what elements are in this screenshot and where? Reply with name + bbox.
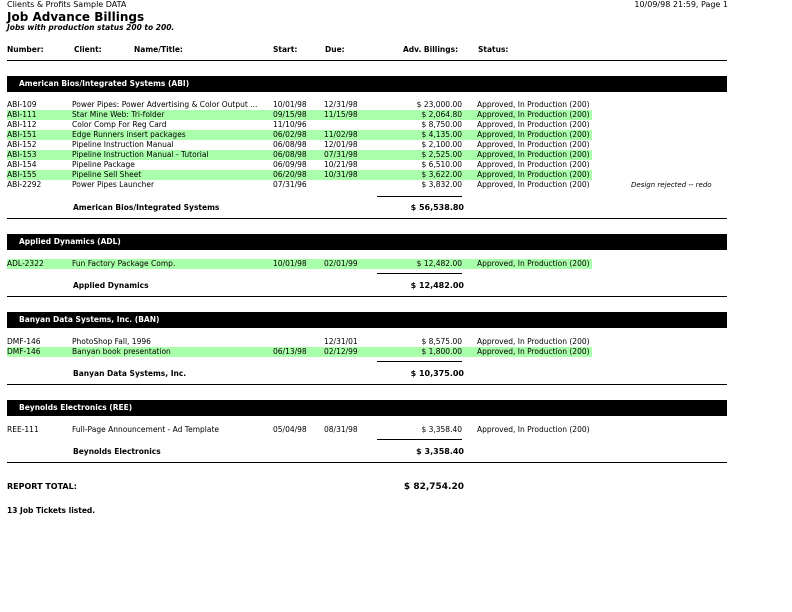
subtotal-amount: $ 12,482.00 (410, 281, 464, 290)
group-header-abi: American Bios/Integrated Systems (ABI) (7, 76, 727, 92)
group-divider (7, 218, 727, 219)
subtotal-rule (377, 361, 462, 362)
table-row[interactable]: REE-111 Full-Page Announcement - Ad Template 05/04/98 08/31/98 $ 3,358.40 Approved, In Production (200) (7, 425, 590, 434)
subtotal-label: Applied Dynamics (73, 281, 149, 290)
group-header-adl: Applied Dynamics (ADL) (7, 234, 727, 250)
subtotal-rule (377, 273, 462, 274)
col-start: Start: (273, 45, 298, 54)
col-adv-billings: Adv. Billings: (403, 45, 459, 54)
table-row[interactable]: DMF-146 PhotoShop Fall, 1996 12/31/01 $ 8,575.00 Approved, In Production (200) (7, 337, 590, 346)
table-row[interactable]: ABI-152 Pipeline Instruction Manual 06/08/98 12/01/98 $ 2,100.00 Approved, In Production (200) (7, 140, 590, 149)
header-divider (7, 60, 727, 61)
report-total-amount: $ 82,754.20 (403, 482, 464, 492)
report-subtitle: Jobs with production status 200 to 200. (7, 23, 175, 32)
table-row[interactable]: ABI-155 Pipeline Sell Sheet 06/20/98 10/31/98 $ 3,622.00 Approved, In Production (200) (7, 170, 592, 180)
job-count: 13 Job Tickets listed. (7, 506, 96, 515)
table-row[interactable]: ABI-2292 Power Pipes Launcher 07/31/96 $ 3,832.00 Approved, In Production (200) (7, 180, 590, 189)
table-row[interactable]: ADL-2322 Fun Factory Package Comp. 10/01/98 02/01/99 $ 12,482.00 Approved, In Production (200) (7, 259, 592, 269)
company-name: Clients & Profits Sample DATA (7, 0, 127, 9)
col-number: Number: (7, 45, 44, 54)
subtotal-amount: $ 3,358.40 (416, 447, 464, 456)
table-row[interactable]: ABI-153 Pipeline Instruction Manual - Tutorial 06/08/98 07/31/98 $ 2,525.00 Approved, In Production (200) (7, 150, 592, 160)
col-name: Name/Title: (134, 45, 183, 54)
report-title: Job Advance Billings (7, 10, 145, 24)
group-divider (7, 296, 727, 297)
table-row[interactable]: ABI-109 Power Pipes: Power Advertising & Color Output ... 10/01/98 12/31/98 $ 23,000.00 Approved, In Production (200) (7, 100, 590, 109)
subtotal-amount: $ 56,538.80 (410, 203, 464, 212)
subtotal-label: Banyan Data Systems, Inc. (73, 369, 187, 378)
group-header-ban: Banyan Data Systems, Inc. (BAN) (7, 312, 727, 328)
subtotal-label: American Bios/Integrated Systems (73, 203, 220, 212)
table-row[interactable]: DMF-146 Banyan book presentation 06/13/98 02/12/99 $ 1,800.00 Approved, In Production (200) (7, 347, 592, 357)
report-total-label: REPORT TOTAL: (7, 482, 77, 491)
subtotal-label: Beynolds Electronics (73, 447, 161, 456)
table-row[interactable]: ABI-111 Star Mine Web: Tri-folder 09/15/98 11/15/98 $ 2,064.80 Approved, In Production (200) (7, 110, 592, 120)
print-timestamp: 10/09/98 21:59, Page 1 (634, 0, 728, 9)
subtotal-amount: $ 10,375.00 (410, 369, 464, 378)
group-divider (7, 462, 727, 463)
row-note: Design rejected -- redo (631, 181, 712, 189)
group-divider (7, 384, 727, 385)
table-row[interactable]: ABI-112 Color Comp For Reg Card 11/10/96 $ 8,750.00 Approved, In Production (200) (7, 120, 590, 129)
group-header-ree: Beynolds Electronics (REE) (7, 400, 727, 416)
subtotal-rule (377, 439, 462, 440)
table-row[interactable]: ABI-151 Edge Runners insert packages 06/02/98 11/02/98 $ 4,135.00 Approved, In Production (200) (7, 130, 592, 140)
col-status: Status: (478, 45, 509, 54)
subtotal-rule (377, 196, 462, 197)
col-due: Due: (325, 45, 345, 54)
table-row[interactable]: ABI-154 Pipeline Package 06/09/98 10/21/98 $ 6,510.00 Approved, In Production (200) (7, 160, 590, 169)
col-client: Client: (74, 45, 102, 54)
